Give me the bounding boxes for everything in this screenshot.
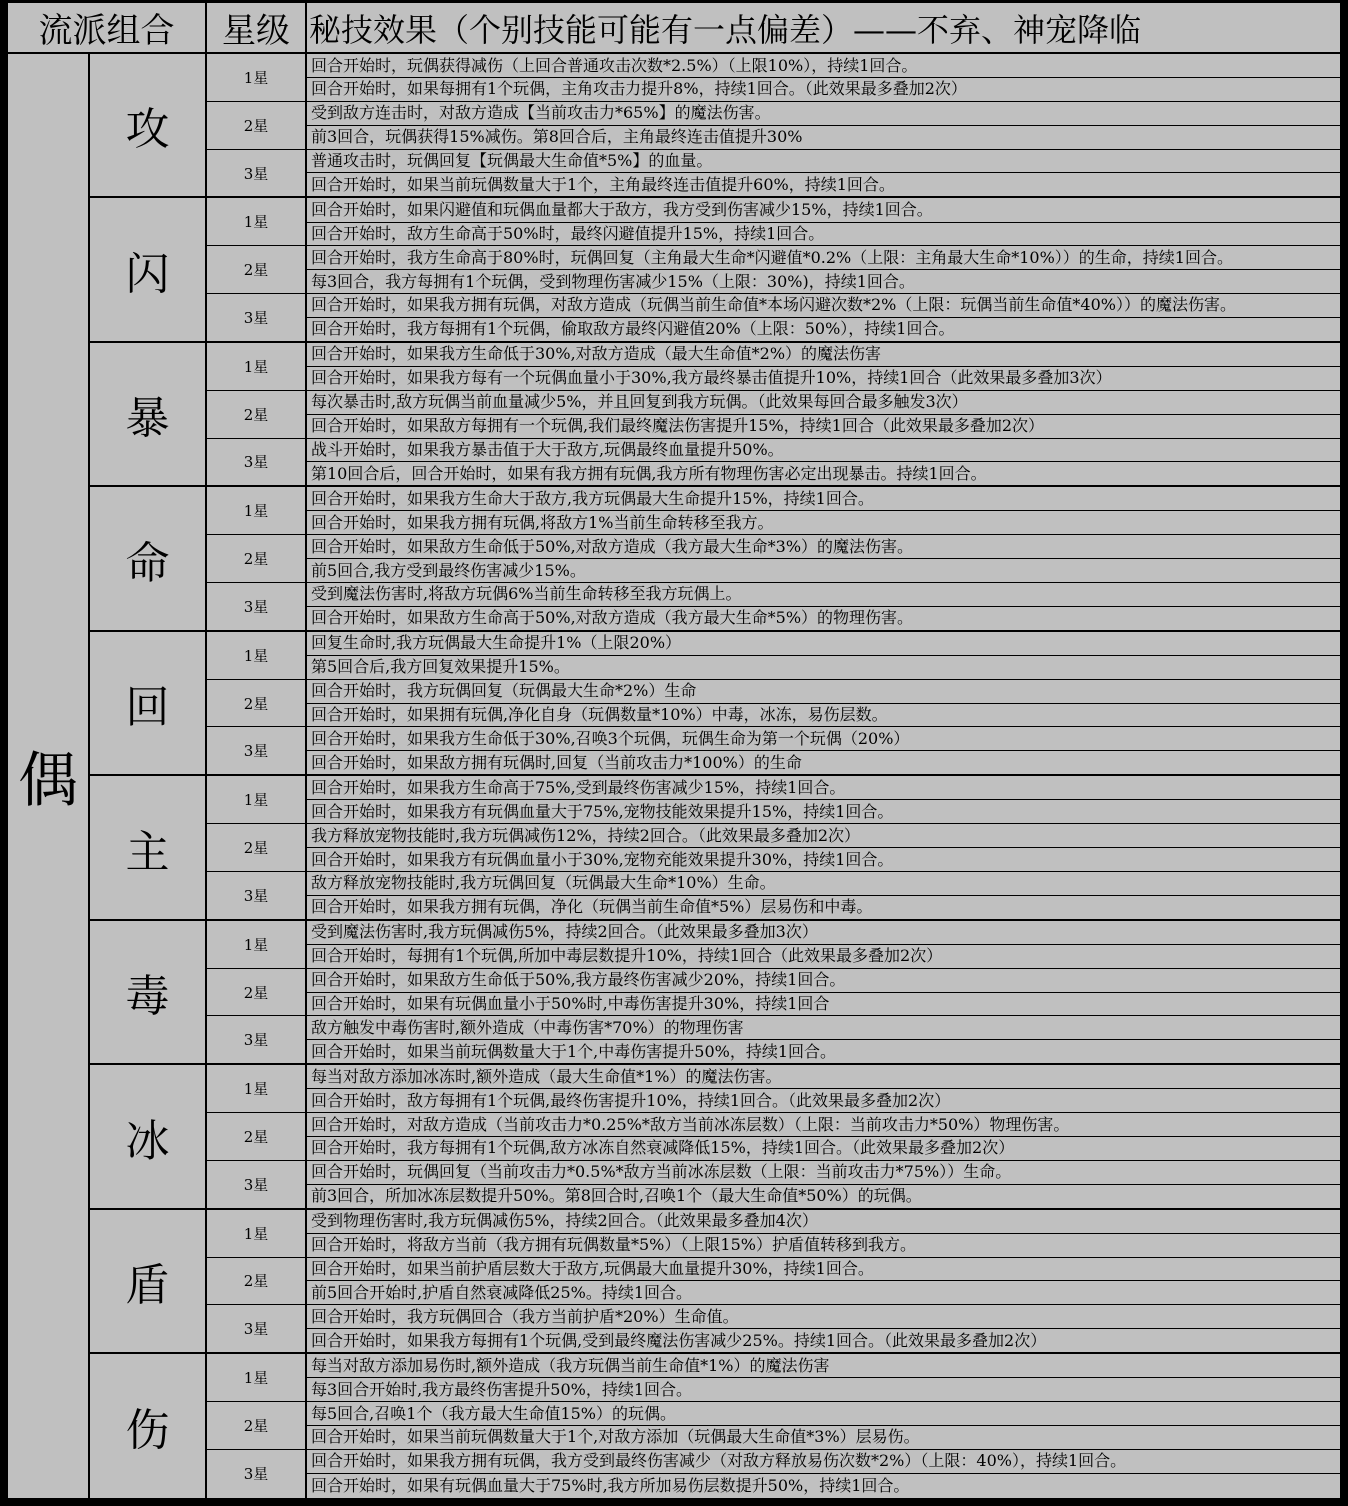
- star-cell: 1星: [206, 775, 306, 823]
- star-cell: 3星: [206, 1305, 306, 1353]
- effect-cell: 我方释放宠物技能时,我方玩偶减伤12%，持续2回合。（此效果最多叠加2次）: [306, 824, 1344, 848]
- effect-cell: 回合开始时，如果每拥有1个玩偶，主角攻击力提升8%，持续1回合。（此效果最多叠加2次）: [306, 78, 1344, 102]
- effect-cell: 回合开始时，如果敌方拥有玩偶时,回复（当前攻击力*100%）的生命: [306, 751, 1344, 776]
- group-cell: 攻: [89, 53, 206, 197]
- star-cell: 2星: [206, 1402, 306, 1450]
- group-cell: 伤: [89, 1353, 206, 1502]
- effect-cell: 回合开始时，对敌方造成（当前攻击力*0.25%*敌方当前冰冻层数）（上限：当前攻击力*50%）物理伤害。: [306, 1113, 1344, 1137]
- group-cell: 暴: [89, 342, 206, 486]
- effect-cell: 前3回合，玩偶获得15%减伤。第8回合后，主角最终连击值提升30%: [306, 125, 1344, 149]
- group-cell: 命: [89, 486, 206, 630]
- effect-cell: 前3回合，所加冰冻层数提升50%。第8回合时,召唤1个（最大生命值*50%）的玩偶。: [306, 1184, 1344, 1209]
- effect-cell: 每3回合开始时,我方最终伤害提升50%，持续1回合。: [306, 1378, 1344, 1402]
- effect-cell: 每当对敌方添加易伤时,额外造成（我方玩偶当前生命值*1%）的魔法伤害: [306, 1353, 1344, 1378]
- effect-cell: 每3回合，我方每拥有1个玩偶，受到物理伤害减少15%（上限：30%)，持续1回合。: [306, 270, 1344, 294]
- effect-cell: 受到魔法伤害时,将敌方玩偶6%当前生命转移至我方玩偶上。: [306, 582, 1344, 606]
- star-cell: 2星: [206, 1257, 306, 1305]
- star-cell: 2星: [206, 824, 306, 872]
- effect-cell: 回合开始时，如果我方生命高于75%,受到最终伤害减少15%，持续1回合。: [306, 775, 1344, 800]
- star-cell: 1星: [206, 920, 306, 968]
- category-cell: 偶: [4, 53, 89, 1502]
- effect-cell: 回合开始时，如果当前玩偶数量大于1个,对敌方添加（玩偶最大生命值*3%）层易伤。: [306, 1425, 1344, 1449]
- header-row: [4, 2, 1344, 54]
- table-row: [4, 631, 1344, 656]
- effect-cell: 敌方触发中毒伤害时,额外造成（中毒伤害*70%）的物理伤害: [306, 1016, 1344, 1040]
- table-row: [4, 920, 1344, 945]
- star-cell: 2星: [206, 535, 306, 583]
- table-row: [4, 1209, 1344, 1234]
- effect-cell: 回复生命时,我方玩偶最大生命提升1%（上限20%）: [306, 631, 1344, 656]
- effect-cell: 回合开始时，玩偶获得减伤（上回合普通攻击次数*2.5%）（上限10%），持续1回合。: [306, 53, 1344, 78]
- effect-cell: 受到敌方连击时，对敌方造成【当前攻击力*65%】的魔法伤害。: [306, 101, 1344, 125]
- effect-cell: 回合开始时，如果我方生命大于敌方,我方玩偶最大生命提升15%，持续1回合。: [306, 486, 1344, 511]
- effect-cell: 回合开始时，如果敌方生命低于50%,我方最终伤害减少20%，持续1回合。: [306, 968, 1344, 992]
- effect-cell: 第5回合后,我方回复效果提升15%。: [306, 655, 1344, 679]
- effect-cell: 战斗开始时，如果我方暴击值于大于敌方,玩偶最终血量提升50%。: [306, 438, 1344, 462]
- effect-cell: 回合开始时，如果当前护盾层数大于敌方,玩偶最大血量提升30%，持续1回合。: [306, 1257, 1344, 1281]
- effect-cell: 回合开始时，我方玩偶回合（我方当前护盾*20%）生命值。: [306, 1305, 1344, 1329]
- effect-cell: 回合开始时，如果敌方生命低于50%,对敌方造成（我方最大生命*3%）的魔法伤害。: [306, 535, 1344, 559]
- header-star-level: 星级: [206, 2, 306, 54]
- table-row: [4, 197, 1344, 222]
- star-cell: 1星: [206, 486, 306, 534]
- table-row: [4, 1353, 1344, 1378]
- header-group-combo: 流派组合: [4, 2, 206, 54]
- effect-cell: 回合开始时，如果敌方生命高于50%,对敌方造成（我方最大生命*5%）的物理伤害。: [306, 606, 1344, 631]
- table-row: [4, 775, 1344, 800]
- effect-cell: 受到魔法伤害时,我方玩偶减伤5%，持续2回合。（此效果最多叠加3次）: [306, 920, 1344, 945]
- effect-cell: 回合开始时，我方每拥有1个玩偶，偷取敌方最终闪避值20%（上限：50%），持续1回合。: [306, 317, 1344, 342]
- star-cell: 1星: [206, 1064, 306, 1112]
- effect-cell: 回合开始时，如果我方每拥有1个玩偶,受到最终魔法伤害减少25%。持续1回合。（此效果最多叠加2次）: [306, 1329, 1344, 1354]
- effect-cell: 回合开始时，如果我方拥有玩偶，我方受到最终伤害减少（对敌方释放易伤次数*2%）（上限：40%），持续1回合。: [306, 1449, 1344, 1473]
- star-cell: 3星: [206, 294, 306, 342]
- effect-cell: 回合开始时，如果我方拥有玩偶，净化（玩偶当前生命值*5%）层易伤和中毒。: [306, 895, 1344, 920]
- effect-cell: 回合开始时，如果拥有玩偶,净化自身（玩偶数量*10%）中毒，冰冻，易伤层数。: [306, 703, 1344, 727]
- effect-cell: 回合开始时，如果我方有玩偶血量小于30%,宠物充能效果提升30%，持续1回合。: [306, 848, 1344, 872]
- effect-cell: 回合开始时，如果我方生命低于30%,对敌方造成（最大生命值*2%）的魔法伤害: [306, 342, 1344, 367]
- table-row: [4, 486, 1344, 511]
- effect-cell: 回合开始时，将敌方当前（我方拥有玩偶数量*5%）（上限15%）护盾值转移到我方。: [306, 1233, 1344, 1257]
- effect-cell: 回合开始时，玩偶回复（当前攻击力*0.5%*敌方当前冰冻层数（上限：当前攻击力*75%））生命。: [306, 1160, 1344, 1184]
- effect-cell: 回合开始时，如果我方拥有玩偶,将敌方1%当前生命转移至我方。: [306, 511, 1344, 535]
- star-cell: 3星: [206, 582, 306, 630]
- effect-cell: 前5回合开始时,护盾自然衰减降低25%。持续1回合。: [306, 1281, 1344, 1305]
- effect-cell: 每次暴击时,敌方玩偶当前血量减少5%，并且回复到我方玩偶。（此效果每回合最多触发3次）: [306, 390, 1344, 414]
- effect-cell: 回合开始时，如果敌方每拥有一个玩偶,我们最终魔法伤害提升15%，持续1回合（此效果最多叠加2次）: [306, 414, 1344, 438]
- star-cell: 3星: [206, 1016, 306, 1064]
- effect-cell: 回合开始时，如果我方每有一个玩偶血量小于30%,我方最终暴击值提升10%，持续1回合（此效果最多叠加3次）: [306, 366, 1344, 390]
- effect-cell: 回合开始时，我方生命高于80%时，玩偶回复（主角最大生命*闪避值*0.2%（上限：主角最大生命*10%））的生命，持续1回合。: [306, 246, 1344, 270]
- star-cell: 3星: [206, 438, 306, 486]
- group-cell: 主: [89, 775, 206, 919]
- effect-cell: 每当对敌方添加冰冻时,额外造成（最大生命值*1%）的魔法伤害。: [306, 1064, 1344, 1089]
- star-cell: 2星: [206, 679, 306, 727]
- table-row: [4, 53, 1344, 78]
- table-row: [4, 342, 1344, 367]
- star-cell: 3星: [206, 1160, 306, 1208]
- star-cell: 2星: [206, 1113, 306, 1161]
- header-effect-title: 秘技效果（个别技能可能有一点偏差）——不弃、神宠降临: [306, 2, 1344, 54]
- effect-cell: 敌方释放宠物技能时,我方玩偶回复（玩偶最大生命*10%）生命。: [306, 871, 1344, 895]
- effect-cell: 前5回合,我方受到最终伤害减少15%。: [306, 559, 1344, 583]
- effect-cell: 回合开始时，如果有玩偶血量小于50%时,中毒伤害提升30%，持续1回合: [306, 992, 1344, 1016]
- star-cell: 1星: [206, 342, 306, 390]
- star-cell: 2星: [206, 968, 306, 1016]
- star-cell: 2星: [206, 390, 306, 438]
- effect-cell: 回合开始时，如果当前玩偶数量大于1个,中毒伤害提升50%，持续1回合。: [306, 1040, 1344, 1065]
- effect-cell: 受到物理伤害时,我方玩偶减伤5%，持续2回合。（此效果最多叠加4次）: [306, 1209, 1344, 1234]
- effect-cell: 回合开始时，如果我方生命低于30%,召唤3个玩偶，玩偶生命为第一个玩偶（20%）: [306, 727, 1344, 751]
- star-cell: 1星: [206, 197, 306, 245]
- effect-cell: 回合开始时，敌方每拥有1个玩偶,最终伤害提升10%，持续1回合。（此效果最多叠加2次）: [306, 1089, 1344, 1113]
- star-cell: 3星: [206, 1449, 306, 1502]
- effect-cell: 回合开始时，我方玩偶回复（玩偶最大生命*2%）生命: [306, 679, 1344, 703]
- star-cell: 2星: [206, 101, 306, 149]
- group-cell: 回: [89, 631, 206, 775]
- star-cell: 1星: [206, 53, 306, 101]
- star-cell: 1星: [206, 1353, 306, 1401]
- effect-cell: 回合开始时，如果我方有玩偶血量大于75%,宠物技能效果提升15%，持续1回合。: [306, 800, 1344, 824]
- star-cell: 3星: [206, 871, 306, 919]
- effect-cell: 普通攻击时，玩偶回复【玩偶最大生命值*5%】的血量。: [306, 149, 1344, 173]
- group-cell: 冰: [89, 1064, 206, 1208]
- effect-cell: 第10回合后，回合开始时，如果有我方拥有玩偶,我方所有物理伤害必定出现暴击。持续1回合。: [306, 462, 1344, 487]
- effect-cell: 每5回合,召唤1个（我方最大生命值15%）的玩偶。: [306, 1402, 1344, 1426]
- star-cell: 1星: [206, 1209, 306, 1257]
- star-cell: 3星: [206, 727, 306, 775]
- effect-cell: 回合开始时，如果有玩偶血量大于75%时,我方所加易伤层数提升50%，持续1回合。: [306, 1473, 1344, 1502]
- table-row: [4, 1064, 1344, 1089]
- star-cell: 3星: [206, 149, 306, 197]
- effect-cell: 回合开始时，如果当前玩偶数量大于1个，主角最终连击值提升60%，持续1回合。: [306, 173, 1344, 198]
- group-cell: 闪: [89, 197, 206, 341]
- effect-cell: 回合开始时，每拥有1个玩偶,所加中毒层数提升10%，持续1回合（此效果最多叠加2次）: [306, 944, 1344, 968]
- effect-cell: 回合开始时，敌方生命高于50%时，最终闪避值提升15%，持续1回合。: [306, 222, 1344, 246]
- effect-cell: 回合开始时，如果闪避值和玩偶血量都大于敌方，我方受到伤害减少15%，持续1回合。: [306, 197, 1344, 222]
- star-cell: 1星: [206, 631, 306, 679]
- group-cell: 盾: [89, 1209, 206, 1353]
- star-cell: 2星: [206, 246, 306, 294]
- effect-cell: 回合开始时，我方每拥有1个玩偶,敌方冰冻自然衰减降低15%，持续1回合。（此效果最多叠加2次）: [306, 1137, 1344, 1161]
- effect-cell: 回合开始时，如果我方拥有玩偶，对敌方造成（玩偶当前生命值*本场闪避次数*2%（上限：玩偶当前生命值*40%））的魔法伤害。: [306, 294, 1344, 318]
- group-cell: 毒: [89, 920, 206, 1064]
